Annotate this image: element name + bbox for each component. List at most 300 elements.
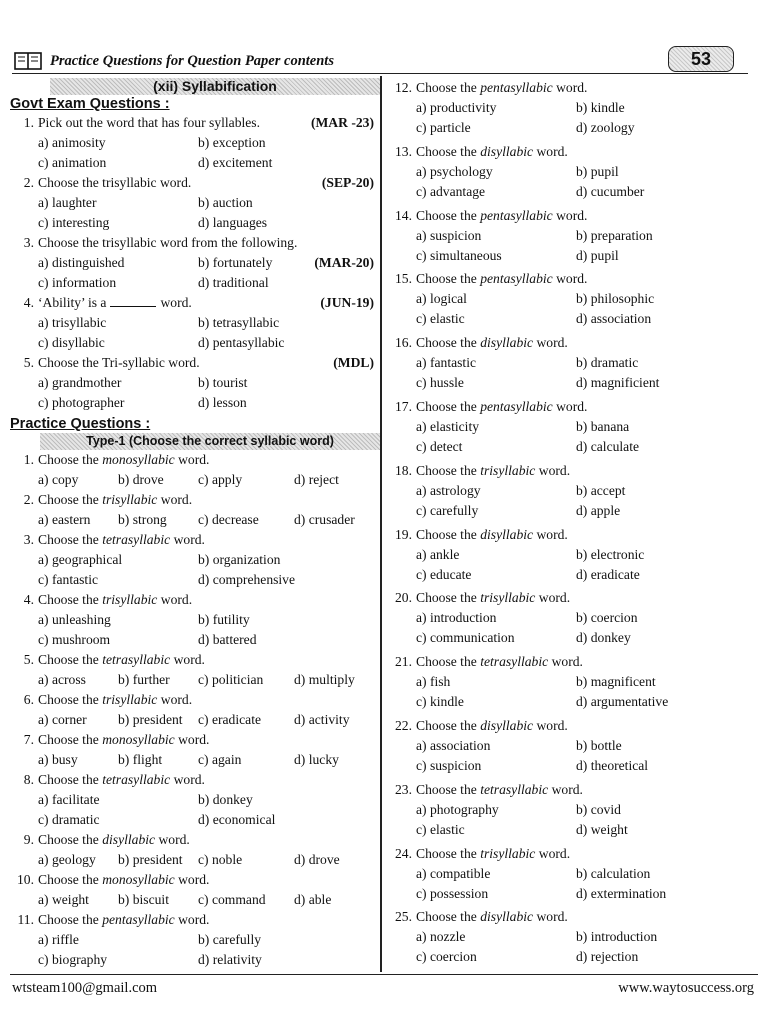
column-divider (380, 76, 382, 972)
question-text (416, 397, 587, 417)
question-item (10, 353, 376, 413)
question-text-start: Choose the trisyllabic word from the following. (38, 235, 298, 250)
option-b: b) auction (198, 195, 253, 210)
exam-tag: (MDL) (333, 355, 374, 370)
options-row (388, 501, 758, 521)
option-a: a) geology (38, 852, 96, 867)
question-number: 5. (23, 652, 34, 667)
question-number: 25. (395, 909, 412, 925)
options-row (10, 373, 376, 393)
question-item (10, 910, 376, 970)
option-a: a) facilitate (38, 792, 100, 807)
options-row (388, 162, 758, 182)
option-d: d) lucky (294, 752, 339, 767)
question-line (388, 333, 758, 353)
footer-email: wtsteam100@gmail.com (12, 980, 158, 996)
question-text (38, 590, 192, 610)
option-d: d) magnificient (576, 375, 660, 391)
question-line (10, 113, 376, 133)
option-a: a) productivity (416, 100, 497, 115)
question-text (38, 450, 209, 470)
book-icon (14, 52, 42, 70)
question-keyword: trisyllabic (102, 592, 158, 607)
option-a: a) geographical (38, 552, 123, 567)
question-text-end: word. (556, 80, 588, 95)
option-c: c) fantastic (38, 572, 99, 587)
question-text-start: Choose the (416, 590, 477, 606)
question-text (416, 716, 568, 736)
question-item (388, 269, 758, 329)
option-a: a) elasticity (416, 418, 480, 434)
options-row (388, 182, 758, 202)
option-c: c) advantage (416, 183, 486, 199)
options-row (388, 373, 758, 393)
question-text-start: Choose the (38, 912, 99, 927)
question-text-start: Choose the (416, 398, 477, 414)
option-d: d) calculate (576, 438, 640, 454)
options-row (388, 628, 758, 648)
question-keyword: trisyllabic (480, 845, 536, 861)
question-item (10, 173, 376, 233)
question-line (10, 530, 376, 550)
option-b: b) covid (576, 801, 621, 817)
header-title: Practice Questions for Question Paper contents (50, 53, 334, 69)
option-a: a) grandmother (38, 375, 122, 390)
option-d: d) economical (198, 812, 276, 827)
options-row (10, 810, 376, 830)
question-item (10, 590, 376, 650)
option-b: b) kindle (576, 100, 625, 115)
question-line (10, 770, 376, 790)
option-b: b) dramatic (576, 355, 639, 371)
option-b: b) president (118, 852, 183, 867)
question-line (388, 588, 758, 608)
question-line (388, 844, 758, 864)
option-d: d) eradicate (576, 566, 640, 582)
question-number: 7. (23, 732, 34, 747)
option-a: a) across (38, 672, 86, 687)
options-row (388, 672, 758, 692)
option-b: b) introduction (576, 929, 658, 945)
option-d: d) relativity (198, 952, 262, 967)
question-text-end: word. (173, 652, 205, 667)
question-line (10, 450, 376, 470)
question-number: 19. (395, 526, 412, 542)
option-b: b) strong (118, 512, 167, 527)
option-b: b) exception (198, 135, 266, 150)
question-text-start: ‘Ability’ is a (38, 295, 107, 310)
option-d: d) pupil (576, 247, 619, 263)
question-text-start: Choose the (416, 526, 477, 542)
question-text-end: word. (173, 772, 205, 787)
option-b: b) accept (576, 482, 626, 498)
question-text-start: Choose the (38, 832, 99, 847)
options-row (10, 570, 376, 590)
question-keyword: trisyllabic (102, 692, 158, 707)
page-header (12, 46, 748, 74)
page-number: 53 (668, 46, 734, 72)
option-a: a) eastern (38, 512, 91, 527)
option-a: a) introduction (416, 610, 497, 626)
option-c: c) interesting (38, 215, 110, 230)
option-d: d) languages (198, 215, 268, 230)
question-number: 22. (395, 717, 412, 733)
answer-blank (110, 306, 156, 307)
question-number: 11. (17, 912, 34, 927)
question-text (38, 173, 191, 193)
type-banner: Type-1 (Choose the correct syllabic word) (40, 433, 380, 450)
option-a: a) trisyllabic (38, 315, 107, 330)
right-column (388, 78, 758, 971)
question-text (416, 461, 570, 481)
question-number: 17. (395, 398, 412, 414)
options-row (388, 800, 758, 820)
question-line (388, 206, 758, 226)
question-line (10, 173, 376, 193)
question-number: 4. (23, 295, 34, 310)
question-item (388, 652, 758, 712)
question-text-start: Choose the (416, 781, 477, 797)
option-a: a) compatible (416, 865, 491, 881)
question-line (10, 490, 376, 510)
question-line (388, 907, 758, 927)
option-c: c) noble (198, 852, 243, 867)
question-item (10, 690, 376, 730)
question-text-start: Choose the (416, 845, 477, 861)
options-row (10, 710, 376, 730)
options-row (10, 393, 376, 413)
question-text (416, 907, 568, 927)
question-text (416, 780, 583, 800)
question-text-end: word. (538, 590, 571, 606)
section-heading: (xii) Syllabification (50, 78, 380, 95)
question-number: 12. (395, 80, 412, 95)
option-a: a) corner (38, 712, 87, 727)
question-line (10, 730, 376, 750)
option-b: b) banana (576, 418, 630, 434)
question-item (10, 233, 376, 293)
option-b: b) pupil (576, 163, 619, 179)
options-row (10, 790, 376, 810)
question-item (388, 588, 758, 648)
question-text-start: Choose the (38, 532, 99, 547)
practice-question-list-right (388, 78, 758, 967)
option-b: b) president (118, 712, 183, 727)
question-text-start: Choose the (38, 452, 99, 467)
option-d: d) reject (294, 472, 339, 487)
options-row (10, 273, 376, 293)
question-text-start: Choose the (38, 692, 99, 707)
options-row (388, 246, 758, 266)
question-number: 9. (23, 832, 34, 847)
question-text-start: Choose the (38, 492, 99, 507)
question-item (388, 844, 758, 904)
question-text-end: word. (158, 832, 190, 847)
question-text (38, 490, 192, 510)
option-d: d) traditional (198, 275, 269, 290)
question-item (10, 830, 376, 870)
question-text (38, 730, 209, 750)
option-c: c) eradicate (198, 712, 262, 727)
question-keyword: trisyllabic (480, 462, 536, 478)
options-row (10, 470, 376, 490)
option-b: b) biscuit (118, 892, 169, 907)
question-text-start: Choose the (416, 335, 477, 351)
question-text-start: Choose the trisyllabic word. (38, 175, 192, 190)
option-b: b) carefully (198, 932, 262, 947)
question-text-start: Pick out the word that has four syllables. (38, 115, 260, 130)
option-b: b) flight (118, 752, 163, 767)
question-keyword: pentasyllabic (480, 207, 553, 223)
option-c: c) apply (198, 472, 243, 487)
question-item (10, 490, 376, 530)
question-text (416, 844, 570, 864)
question-line (10, 590, 376, 610)
options-row (10, 670, 376, 690)
question-keyword: pentasyllabic (480, 271, 553, 287)
option-d: d) pentasyllabic (198, 335, 285, 350)
question-text (416, 78, 587, 98)
option-d: d) cucumber (576, 183, 645, 199)
question-number: 14. (395, 207, 412, 223)
question-text (38, 233, 297, 253)
option-c: c) suspicion (416, 757, 482, 773)
option-d: d) crusader (294, 512, 355, 527)
option-a: a) copy (38, 472, 79, 487)
question-number: 2. (23, 492, 34, 507)
question-item (10, 650, 376, 690)
question-text-end: word. (178, 452, 210, 467)
practice-title: Practice Questions : (10, 416, 151, 432)
option-d: d) multiply (294, 672, 355, 687)
question-item (388, 525, 758, 585)
question-line (10, 910, 376, 930)
option-c: c) communication (416, 630, 515, 646)
options-row (388, 417, 758, 437)
question-text-start: Choose the (38, 592, 99, 607)
question-keyword: monosyllabic (102, 732, 175, 747)
option-d: d) rejection (576, 949, 639, 965)
page-footer (10, 974, 758, 1000)
option-c: c) educate (416, 566, 472, 582)
options-row (388, 353, 758, 373)
option-a: a) animosity (38, 135, 106, 150)
question-item (388, 780, 758, 840)
question-text-end: word. (538, 845, 571, 861)
option-b: b) fortunately (198, 255, 273, 270)
question-line (388, 525, 758, 545)
question-text-start: Choose the (416, 143, 477, 159)
option-c: c) kindle (416, 694, 464, 710)
question-text (416, 142, 568, 162)
options-row (388, 884, 758, 904)
question-keyword: tetrasyllabic (480, 781, 549, 797)
option-c: c) possession (416, 885, 489, 901)
question-text-end: word. (551, 781, 583, 797)
question-item (388, 206, 758, 266)
exam-tag: (MAR -23) (310, 115, 374, 130)
options-row (10, 333, 376, 353)
option-c: c) mushroom (38, 632, 111, 647)
option-a: a) photography (416, 801, 499, 817)
question-number: 23. (395, 781, 412, 797)
option-a: a) riffle (38, 932, 79, 947)
question-number: 3. (23, 235, 34, 250)
option-d: d) theoretical (576, 757, 649, 773)
question-number: 4. (23, 592, 34, 607)
question-line (388, 780, 758, 800)
option-a: a) ankle (416, 546, 460, 562)
option-b: b) donkey (198, 792, 253, 807)
question-item (10, 730, 376, 770)
exam-tag: (SEP-20) (321, 175, 374, 190)
question-text-end: word. (556, 398, 588, 414)
question-item (10, 530, 376, 590)
option-a: a) unleashing (38, 612, 111, 627)
question-item (388, 716, 758, 776)
option-a: a) laughter (38, 195, 97, 210)
options-row (10, 193, 376, 213)
question-item (10, 770, 376, 830)
question-line (10, 293, 376, 313)
question-keyword: disyllabic (480, 717, 534, 733)
option-d: d) weight (576, 821, 628, 837)
question-text (38, 530, 205, 550)
options-row (388, 289, 758, 309)
question-number: 3. (23, 532, 34, 547)
question-number: 1. (23, 452, 34, 467)
option-d: d) excitement (198, 155, 273, 170)
options-row (10, 630, 376, 650)
question-line (388, 78, 758, 98)
option-a: a) astrology (416, 482, 481, 498)
option-c: c) decrease (198, 512, 259, 527)
question-number: 8. (23, 772, 34, 787)
option-c: c) information (38, 275, 117, 290)
question-number: 5. (23, 355, 34, 370)
options-row (388, 565, 758, 585)
question-line (10, 690, 376, 710)
question-item (10, 450, 376, 490)
options-row (388, 927, 758, 947)
option-a: a) nozzle (416, 929, 466, 945)
option-c: c) politician (198, 672, 264, 687)
question-text (38, 770, 205, 790)
question-text (38, 650, 205, 670)
options-row (10, 890, 376, 910)
options-row (10, 750, 376, 770)
question-number: 10. (17, 872, 34, 887)
option-a: a) psychology (416, 163, 493, 179)
option-c: c) elastic (416, 821, 465, 837)
question-item (10, 293, 376, 353)
options-row (10, 253, 376, 273)
question-text-end: word. (536, 717, 568, 733)
options-row (388, 309, 758, 329)
question-keyword: monosyllabic (102, 872, 175, 887)
options-row (10, 950, 376, 970)
options-row (388, 820, 758, 840)
option-c: c) disyllabic (38, 335, 105, 350)
option-c: c) particle (416, 120, 471, 135)
question-text (416, 588, 570, 608)
option-b: b) coercion (576, 610, 638, 626)
option-a: a) fish (416, 674, 451, 690)
option-c: c) simultaneous (416, 247, 502, 263)
question-keyword: monosyllabic (102, 452, 175, 467)
exam-tag: (JUN-19) (320, 295, 374, 310)
option-c: c) hussle (416, 375, 464, 391)
options-row (388, 437, 758, 457)
question-text (38, 830, 190, 850)
question-keyword: disyllabic (480, 526, 534, 542)
question-text-start: Choose the (416, 462, 477, 478)
options-row (10, 930, 376, 950)
question-text-end: word. (160, 295, 192, 310)
practice-question-list-left (10, 450, 376, 970)
question-text-start: Choose the Tri-syllabic word. (38, 355, 200, 370)
question-item (10, 870, 376, 910)
question-keyword: disyllabic (480, 909, 534, 925)
options-row (10, 850, 376, 870)
option-d: d) argumentative (576, 694, 669, 710)
question-keyword: pentasyllabic (480, 398, 553, 414)
question-text-start: Choose the (416, 80, 477, 95)
question-text (416, 525, 568, 545)
question-text-end: word. (160, 492, 193, 507)
question-keyword: tetrasyllabic (480, 654, 549, 670)
options-row (388, 736, 758, 756)
question-line (388, 397, 758, 417)
question-item (388, 142, 758, 202)
question-text (38, 690, 192, 710)
question-text-start: Choose the (416, 654, 477, 670)
options-row (10, 510, 376, 530)
question-number: 15. (395, 271, 412, 287)
question-text-start: Choose the (416, 207, 477, 223)
option-b: b) futility (198, 612, 250, 627)
question-number: 24. (395, 845, 412, 861)
question-text-end: word. (536, 909, 568, 925)
option-b: b) calculation (576, 865, 651, 881)
question-text-end: word. (551, 654, 583, 670)
footer-website: www.waytosuccess.org (618, 980, 754, 996)
options-row (388, 692, 758, 712)
question-line (10, 870, 376, 890)
option-a: a) fantastic (416, 355, 477, 371)
question-text (38, 353, 200, 373)
question-text-start: Choose the (416, 717, 477, 733)
options-row (388, 226, 758, 246)
option-a: a) busy (38, 752, 78, 767)
option-c: c) animation (38, 155, 107, 170)
option-b: b) magnificent (576, 674, 656, 690)
option-d: d) battered (198, 632, 257, 647)
question-number: 18. (395, 462, 412, 478)
question-text-end: word. (536, 143, 568, 159)
question-keyword: disyllabic (102, 832, 156, 847)
question-line (388, 716, 758, 736)
option-d: d) activity (294, 712, 350, 727)
question-number: 6. (23, 692, 34, 707)
question-text-end: word. (178, 732, 210, 747)
option-d: d) able (294, 892, 332, 907)
question-keyword: disyllabic (480, 143, 534, 159)
question-text (416, 206, 587, 226)
question-number: 20. (395, 590, 412, 606)
options-row (10, 133, 376, 153)
question-number: 1. (23, 115, 34, 130)
